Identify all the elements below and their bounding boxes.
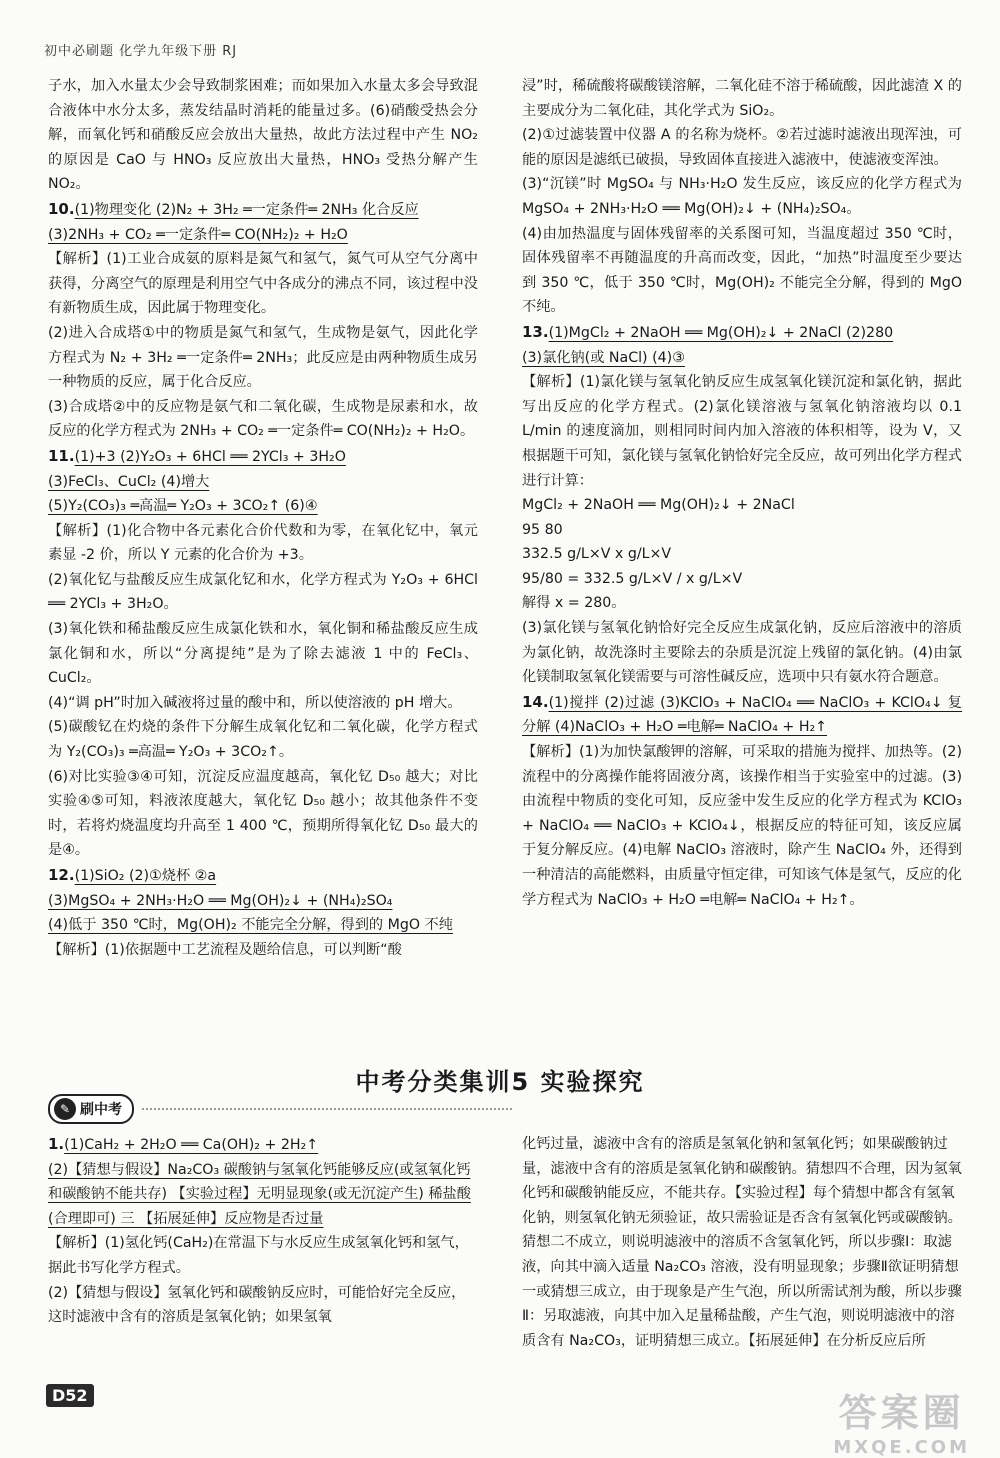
paragraph: 浸”时，稀硫酸将碳酸镁溶解，二氧化硅不溶于稀硫酸，因此滤渣 X 的主要成分为二氧化硅，其化学式为 SiO₂。 bbox=[522, 78, 962, 119]
badge-pill bbox=[48, 1094, 134, 1124]
answer-text: (1)MgCl₂ + 2NaOH ══ Mg(OH)₂↓ + 2NaCl (2)280 bbox=[548, 324, 894, 341]
analysis: 【解析】(1)氢化钙(CaH₂)在常温下与水反应生成氢氧化钙和氢气，据此书写化学方程式。 bbox=[48, 1235, 469, 1276]
question-number: 13. bbox=[522, 322, 549, 341]
paragraph: 子水，加入水量太少会导致制浆困难；而如果加入水量太多会导致混合液体中水分太多，蒸发结晶时消耗的能量过多。(6)硝酸受热会分解，而氧化钙和硝酸反应会放出大量热，故此方法过程中产生 NO₂ 的原因是 CaO 与 HNO₃ 反应放出大量热，HNO₃ 受热分解产生 NO₂。 bbox=[48, 78, 478, 193]
paragraph: (4)由加热温度与固体残留率的关系图可知，当温度超过 350 ℃时，固体残留率不再随温度的升高而改变，因此，“加热”时温度至少要达到 350 ℃，低于 350 ℃时，Mg(OH)₂ 不能完全分解，得到的 MgO 不纯。 bbox=[522, 225, 962, 316]
answer-line bbox=[522, 320, 962, 346]
answer-line bbox=[48, 197, 478, 223]
answer-text: (1)物理变化 (2)N₂ + 3H₂ ═一定条件═ 2NH₃ 化合反应 bbox=[74, 201, 419, 218]
question-number: 10. bbox=[48, 199, 75, 218]
paragraph: (2)氧化钇与盐酸反应生成氯化钇和水，化学方程式为 Y₂O₃ + 6HCl ══ 2YCl₃ + 3H₂O。 bbox=[48, 571, 478, 613]
section-title: 中考分类集训5 实验探究 bbox=[355, 1068, 645, 1096]
analysis: 【解析】(1)工业合成氨的原料是氮气和氢气，氮气可从空气分离中获得，分离空气的原理是利用空气中各成分的沸点不同，该过程中没有新物质生成，因此属于物理变化。 bbox=[48, 251, 478, 317]
paragraph: (6)对比实验③④可知，沉淀反应温度越高，氧化钇 D₅₀ 越大；对比实验④⑤可知，料液浓度越大，氧化钇 D₅₀ 越小；故其他条件不变时，若将灼烧温度均升高至 1 400 ℃，预期所得氧化钇 D₅₀ 最大的是④。 bbox=[48, 768, 478, 859]
analysis: 【解析】(1)依据题中工艺流程及题给信息，可以判断“酸 bbox=[48, 941, 402, 958]
answer-line: (4)低于 350 ℃时，Mg(OH)₂ 不能完全分解，得到的 MgO 不纯 bbox=[48, 917, 453, 934]
answer-line: (3)FeCl₃、CuCl₂ (4)增大 bbox=[48, 473, 210, 490]
equation: 95/80 = 332.5 g/L×V / x g/L×V bbox=[522, 570, 743, 587]
answer-line: (3)MgSO₄ + 2NH₃·H₂O ══ Mg(OH)₂↓ + (NH₄)₂SO₄ bbox=[48, 892, 393, 909]
paragraph: 化钙过量，滤液中含有的溶质是氢氧化钠和氢氧化钙；如果碳酸钠过量，滤液中含有的溶质是氢氧化钠和碳酸钠。猜想四不合理，因为氢氧化钙和碳酸钠能反应，不能共存。【实验过程】每个猜想中都含有氢氧化钠，则氢氧化钠无须验证，故只需验证是否含有氢氧化钙或碳酸钠。猜想二不成立，则说明滤液中的溶质不含氢氧化钙，所以步骤Ⅰ：取滤液，向其中滴入适量 Na₂CO₃ 溶液，没有明显现象；步骤Ⅱ欲证明猜想一或猜想三成立，由于现象是产生气泡，所以所需试剂为酸，所以步骤Ⅱ：另取滤液，向其中加入足量稀盐酸，产生气泡，则说明滤液中的溶质含有 Na₂CO₃，证明猜想三成立。【拓展延伸】在分析反应后所 bbox=[522, 1136, 962, 1349]
paragraph: (5)碳酸钇在灼烧的条件下分解生成氧化钇和二氧化碳，化学方程式为 Y₂(CO₃)₃ ═高温═ Y₂O₃ + 3CO₂↑。 bbox=[48, 719, 478, 761]
answer-text: (1)搅拌 (2)过滤 (3)KClO₃ + NaClO₄ ══ NaClO₃ + KClO₄↓ 复分解 (4)NaClO₃ + H₂O ═电解═ NaClO₄ + H₂↑ bbox=[522, 694, 962, 736]
pen-icon: ✎ bbox=[54, 1098, 76, 1120]
dotted-divider bbox=[142, 1108, 512, 1110]
answer-text: (1)+3 (2)Y₂O₃ + 6HCl ══ 2YCl₃ + 3H₂O bbox=[74, 448, 346, 465]
analysis: 【解析】(1)为加快氯酸钾的溶解，可采取的措施为搅拌、加热等。(2)流程中的分离操作能将固液分离，该操作相当于实验室中的过滤。(3)由流程中物质的变化可知，反应釜中发生反应的化学方程式为 KClO₃ + NaClO₄ ══ NaClO₃ + KClO₄↓，根据反应的特征可知，该反应属于复分解反应。(4)电解 NaClO₃ 溶液时，除产生 NaClO₄ 外，还得到一种清洁的高能燃料，由质量守恒定律，可知该气体是氢气，反应的化学方程式为 NaClO₃ + H₂O ═电解═ NaClO₄ + H₂↑。 bbox=[522, 744, 962, 908]
bottom-left-column bbox=[48, 1132, 478, 1330]
answer-line: (5)Y₂(CO₃)₃ ═高温═ Y₂O₃ + 3CO₂↑ (6)④ bbox=[48, 498, 318, 515]
analysis: 【解析】(1)化合物中各元素化合价代数和为零，在氧化钇中，氧元素显 -2 价，所以 Y 元素的化合价为 +3。 bbox=[48, 522, 478, 564]
answer-line bbox=[48, 1132, 478, 1158]
watermark bbox=[833, 1382, 970, 1458]
paragraph: (2)①过滤装置中仪器 A 的名称为烧杯。②若过滤时滤液出现浑浊，可能的原因是滤纸已破损，导致固体直接进入滤液中，使滤液变浑浊。 bbox=[522, 127, 962, 168]
running-header: 初中必刷题 化学九年级下册 RJ bbox=[44, 44, 238, 59]
answer-line bbox=[522, 690, 962, 740]
paragraph: (3)“沉镁”时 MgSO₄ 与 NH₃·H₂O 发生反应，该反应的化学方程式为 MgSO₄ + 2NH₃·H₂O ══ Mg(OH)₂↓ + (NH₄)₂SO₄。 bbox=[522, 176, 962, 217]
answer-text: (1)CaH₂ + 2H₂O ══ Ca(OH)₂ + 2H₂↑ bbox=[64, 1137, 319, 1153]
section-badge bbox=[48, 1094, 512, 1124]
page-number: D52 bbox=[46, 1384, 94, 1407]
paragraph: (2)进入合成塔①中的物质是氮气和氢气，生成物是氨气，因此化学方程式为 N₂ + 3H₂ ═一定条件═ 2NH₃；此反应是由两种物质生成另一种物质的反应，属于化合反应。 bbox=[48, 324, 478, 391]
equation: 332.5 g/L×V x g/L×V bbox=[522, 546, 672, 563]
analysis: 【解析】(1)氯化镁与氢氧化钠反应生成氢氧化镁沉淀和氯化钠，据此写出反应的化学方程式。(2)氯化镁溶液与氢氧化钠溶液均以 0.1 L/min 的速度滴加，则相同时间内加入溶液的体积相等，设为 V，又根据题干可知，氯化镁与氢氧化钠恰好完全反应，故可列出化学方程式进行计算： bbox=[522, 374, 962, 489]
question-number: 12. bbox=[48, 866, 75, 884]
answer-line bbox=[48, 863, 478, 889]
left-column bbox=[48, 74, 478, 962]
answer-line: (3)2NH₃ + CO₂ ═一定条件═ CO(NH₂)₂ + H₂O bbox=[48, 226, 348, 243]
question-number: 1. bbox=[48, 1135, 65, 1153]
paragraph: (3)合成塔②中的反应物是氨气和二氧化碳，生成物是尿素和水，故反应的化学方程式为 2NH₃ + CO₂ ═一定条件═ CO(NH₂)₂ + H₂O。 bbox=[48, 398, 478, 440]
watermark-logo: 答案圈 bbox=[838, 1391, 965, 1435]
paragraph: (2)【猜想与假设】氢氧化钙和碳酸钠反应时，可能恰好完全反应，这时滤液中含有的溶质是氢氧化钠；如果氢氧 bbox=[48, 1284, 466, 1326]
equation: MgCl₂ + 2NaOH ══ Mg(OH)₂↓ + 2NaCl bbox=[522, 497, 795, 514]
answer-line: (2)【猜想与假设】Na₂CO₃ 碳酸钠与氢氧化钙能够反应(或氢氧化钙和碳酸钠不能共存) 【实验过程】无明显现象(或无沉淀产生) 稀盐酸(合理即可) 三 【拓展延伸】反应物是否过量 bbox=[48, 1161, 471, 1227]
watermark-url: MXQE.COM bbox=[833, 1437, 970, 1458]
paragraph: (4)“调 pH”时加入碱液将过量的酸中和，所以使溶液的 pH 增大。 bbox=[48, 694, 462, 711]
bottom-right-column bbox=[522, 1132, 962, 1353]
right-column bbox=[522, 74, 962, 912]
answer-text: (1)SiO₂ (2)①烧杯 ②a bbox=[74, 868, 217, 884]
answer-line: (3)氯化钠(或 NaCl) (4)③ bbox=[522, 349, 685, 366]
paragraph: (3)氯化镁与氢氧化钠恰好完全反应生成氯化钠，反应后溶液中的溶质为氯化钠，故洗涤时主要除去的杂质是沉淀上残留的氯化钠。(4)由氯化镁制取氢氧化镁需要与可溶性碱反应，选项中只有氨水符合题意。 bbox=[522, 620, 962, 686]
equation: 95 80 bbox=[522, 521, 563, 538]
badge-label: 刷中考 bbox=[80, 1102, 122, 1118]
answer-line bbox=[48, 444, 478, 470]
question-number: 14. bbox=[522, 692, 549, 711]
question-number: 11. bbox=[48, 446, 75, 465]
equation: 解得 x = 280。 bbox=[522, 595, 626, 612]
paragraph: (3)氧化铁和稀盐酸反应生成氯化铁和水，氧化铜和稀盐酸反应生成氯化铜和水，所以“分离提纯”是为了除去滤液 1 中的 FeCl₃、CuCl₂。 bbox=[48, 621, 478, 687]
